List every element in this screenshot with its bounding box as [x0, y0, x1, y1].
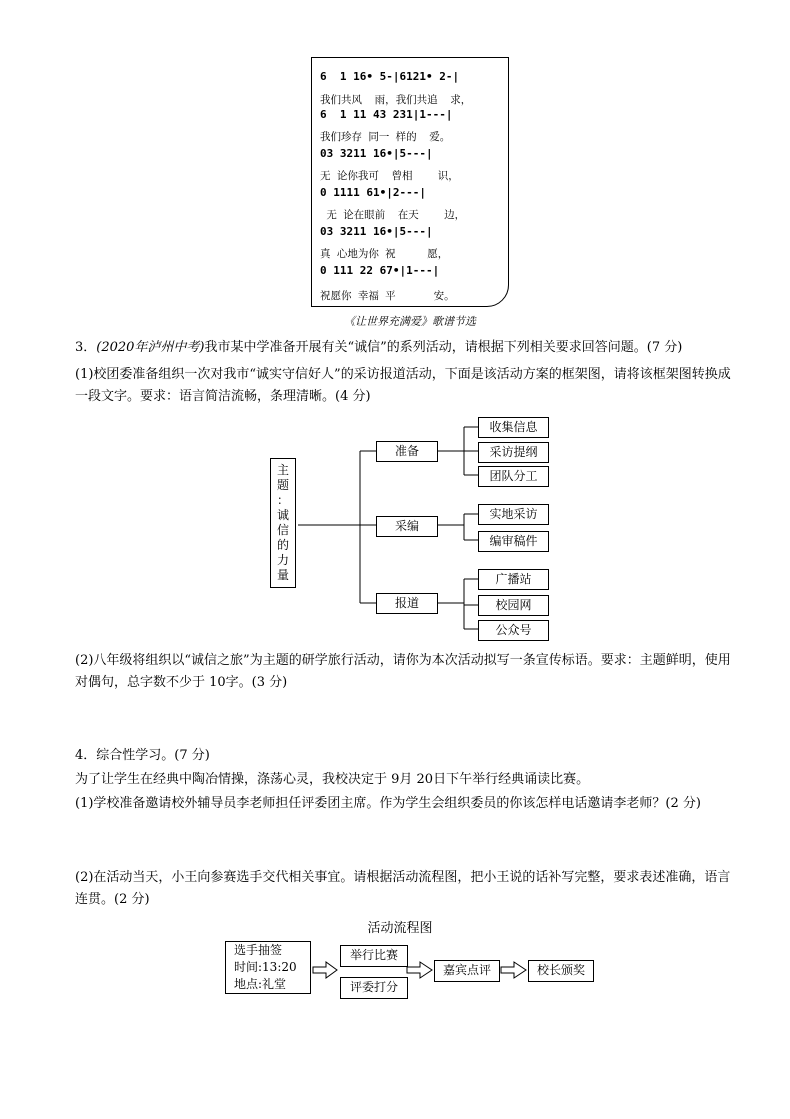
- score-lyrics-1: 我们共风 雨，我们共追 求，: [320, 94, 472, 106]
- theme-char: 主: [276, 463, 289, 477]
- item-team-division: 团队分工: [478, 466, 549, 487]
- flow-judges-score: 评委打分: [340, 977, 408, 999]
- item-collect-info: 收集信息: [478, 417, 549, 438]
- score-notes-5: 03 3211 16•|5---|: [320, 225, 433, 238]
- flow-competition: 举行比赛: [340, 945, 408, 967]
- stage-report: 报道: [376, 593, 438, 614]
- item-public-account: 公众号: [478, 620, 549, 641]
- score-lyrics-4: 无 论在眼前 在天 边，: [320, 209, 466, 221]
- score-lyrics-2: 我们珍存 同一 样的 爱。: [320, 131, 451, 143]
- stage-edit: 采编: [376, 516, 438, 537]
- score-frame: [311, 57, 509, 307]
- theme-char: 诚: [276, 508, 289, 522]
- q3-stem: [75, 337, 735, 359]
- flow-start-line: 选手抽签: [234, 943, 283, 957]
- q3-part2: (2)八年级将组织以“诚信之旅”为主题的研学旅行活动，请你为本次活动拟写一条宣传标语。要求：主题鲜明，使用对偶句，总字数不少于 10字。(3 分): [75, 653, 731, 690]
- double-arrow-icon: [501, 962, 526, 978]
- theme-char: 力: [276, 553, 289, 567]
- score-notes-3: 03 3211 16•|5---|: [320, 147, 433, 160]
- theme-char: 量: [276, 568, 289, 582]
- flow-start-box: [225, 941, 311, 994]
- item-field-interview: 实地采访: [478, 504, 549, 525]
- score-caption: 《让世界充满爱》歌谱节选: [344, 315, 476, 328]
- theme-char: 题: [276, 478, 289, 492]
- flow-guest-comment: 嘉宾点评: [434, 960, 500, 982]
- double-arrow-icon: [313, 962, 337, 978]
- flow-start-line: 时间:13:20: [234, 960, 297, 974]
- score-lyrics-6: 祝愿你 幸福 平 安。: [320, 290, 455, 302]
- theme-char: 的: [276, 538, 289, 552]
- theme-char: 信: [276, 523, 289, 537]
- q4-part1: (1)学校准备邀请校外辅导员李老师担任评委团主席。作为学生会组织委员的你该怎样电话邀请李老师？(2 分): [75, 796, 701, 811]
- flow-principal-award: 校长颁奖: [528, 960, 594, 982]
- item-interview-outline: 采访提纲: [478, 442, 549, 463]
- score-notes-4: 0 1111 61•|2---|: [320, 186, 426, 199]
- q3-number: 3．: [75, 340, 97, 355]
- q4-intro: 为了让学生在经典中陶冶情操，涤荡心灵，我校决定于 9月 20日下午举行经典诵读比赛。: [75, 772, 590, 787]
- flow-arrows: [310, 950, 540, 990]
- q4-title: 4．综合性学习。(7 分): [75, 748, 210, 763]
- flow-start-line: 地点:礼堂: [234, 977, 287, 991]
- q3-source: (2020年泸州中考): [96, 340, 205, 355]
- item-edit-review: 编审稿件: [478, 531, 549, 552]
- score-lyrics-3: 无 论你我可 曾相 识，: [320, 170, 459, 182]
- score-lyrics-5: 真 心地为你 祝 愿，: [320, 248, 449, 260]
- theme-char: ：: [276, 493, 289, 507]
- score-notes-1: 6 1 16• 5-|6121• 2-|: [320, 70, 460, 83]
- stage-prepare: 准备: [376, 441, 438, 462]
- double-arrow-icon: [407, 962, 432, 978]
- q4-part2: (2)在活动当天，小王向参赛选手交代相关事宜。请根据活动流程图，把小王说的话补写完整，要求表述准确，语言连贯。(2 分): [75, 870, 731, 907]
- flow-title: 活动流程图: [367, 921, 433, 936]
- framework-theme-box: [270, 458, 296, 588]
- score-notes-6: 0 111 22 67•|1---|: [320, 264, 440, 277]
- score-notes-2: 6 1 11 43 231|1---|: [320, 108, 453, 121]
- q3-stem-text: 我市某中学准备开展有关“诚信”的系列活动，请根据下列相关要求回答问题。(7 分): [204, 340, 683, 355]
- item-radio-station: 广播站: [478, 569, 549, 590]
- q3-part1: (1)校团委准备组织一次对我市“诚实守信好人”的采访报道活动，下面是该活动方案的框架图，请将该框架图转换成一段文字。要求：语言简洁流畅，条理清晰。(4 分): [75, 367, 731, 404]
- item-campus-net: 校园网: [478, 595, 549, 616]
